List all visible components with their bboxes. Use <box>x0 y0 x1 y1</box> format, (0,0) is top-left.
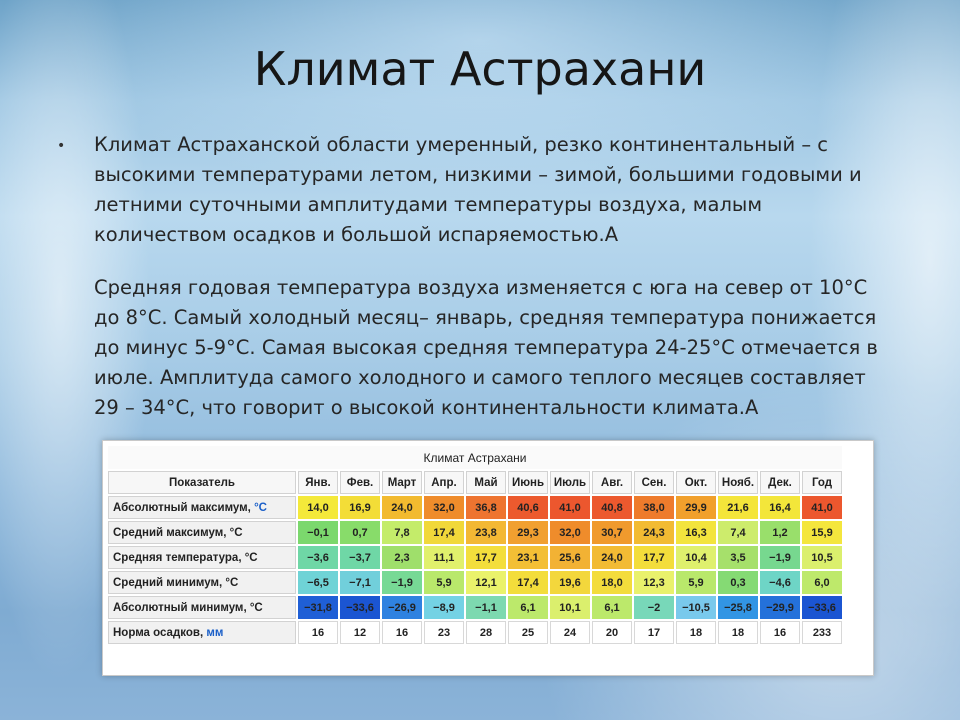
row-label-text: Средний минимум, °C <box>113 576 239 589</box>
table-cell: −1,9 <box>760 546 800 569</box>
table-cell: 20 <box>592 621 632 644</box>
table-cell: 0,3 <box>718 571 758 594</box>
row-label-text: Абсолютный максимум, <box>113 501 255 514</box>
table-cell: −2 <box>634 596 674 619</box>
table-row <box>108 521 842 544</box>
table-cell: 12,3 <box>634 571 674 594</box>
row-label <box>108 621 296 644</box>
table-cell: 1,2 <box>760 521 800 544</box>
table-cell: 17,7 <box>466 546 506 569</box>
table-cell: 40,8 <box>592 496 632 519</box>
row-label-text: Норма осадков, <box>113 626 207 639</box>
table-cell: 7,8 <box>382 521 422 544</box>
row-label-text: Средний максимум, °C <box>113 526 243 539</box>
slide-title: Климат Астрахани <box>253 42 707 96</box>
table-cell: 18 <box>676 621 716 644</box>
column-header: Нояб. <box>718 471 758 494</box>
table-cell: 7,4 <box>718 521 758 544</box>
column-header: Июль <box>550 471 590 494</box>
bullet-point: • <box>57 138 66 154</box>
table-cell: 16 <box>382 621 422 644</box>
table-cell: 23,8 <box>466 521 506 544</box>
table-cell: 23 <box>424 621 464 644</box>
table-cell: 10,1 <box>550 596 590 619</box>
row-label <box>108 546 296 569</box>
table-cell: 40,6 <box>508 496 548 519</box>
row-label <box>108 571 296 594</box>
row-label-text: Абсолютный минимум, °C <box>113 601 263 614</box>
table-cell: 32,0 <box>424 496 464 519</box>
table-cell: 5,9 <box>424 571 464 594</box>
table-cell: 10,5 <box>802 546 842 569</box>
table-cell: 17 <box>634 621 674 644</box>
row-label <box>108 521 296 544</box>
table-cell: 0,7 <box>340 521 380 544</box>
table-cell: −10,5 <box>676 596 716 619</box>
table-cell: −31,8 <box>298 596 338 619</box>
table-cell: 12,1 <box>466 571 506 594</box>
table-cell: −7,1 <box>340 571 380 594</box>
table-cell: −33,6 <box>802 596 842 619</box>
row-unit: мм <box>206 626 224 639</box>
table-cell: 23,1 <box>508 546 548 569</box>
paragraph-temperature-description: Средняя годовая температура воздуха изменяется с юга на север от 10°С до 8°С. Самый холодный месяц– январь, средняя температура понижается до минус 5-9°С. Самая высокая средняя температура 24-25°С отмечается в июле. Амплитуда самого холодного и самого теплого месяцев составляет 29 – 34°С, что говорит о высокой континентальности климата.А <box>94 276 878 419</box>
table-cell: 233 <box>802 621 842 644</box>
table-header-row <box>108 471 842 494</box>
table-cell: 6,0 <box>802 571 842 594</box>
table-cell: −25,8 <box>718 596 758 619</box>
table-cell: 25 <box>508 621 548 644</box>
table-cell: 17,4 <box>424 521 464 544</box>
table-cell: −8,9 <box>424 596 464 619</box>
table-row <box>108 571 842 594</box>
table-cell: −29,9 <box>760 596 800 619</box>
table-cell: 24 <box>550 621 590 644</box>
climate-table <box>106 444 844 646</box>
column-header: Окт. <box>676 471 716 494</box>
table-row <box>108 496 842 519</box>
table-cell: 10,4 <box>676 546 716 569</box>
table-cell: 24,0 <box>592 546 632 569</box>
column-header: Янв. <box>298 471 338 494</box>
table-cell: 24,3 <box>634 521 674 544</box>
table-cell: 5,9 <box>676 571 716 594</box>
row-unit: °C <box>254 501 267 514</box>
table-cell: 6,1 <box>592 596 632 619</box>
climate-table-image <box>102 440 874 676</box>
table-cell: 32,0 <box>550 521 590 544</box>
table-cell: −1,9 <box>382 571 422 594</box>
table-cell: 38,0 <box>634 496 674 519</box>
column-header: Год <box>802 471 842 494</box>
table-cell: 11,1 <box>424 546 464 569</box>
column-header: Май <box>466 471 506 494</box>
table-cell: 24,0 <box>382 496 422 519</box>
table-cell: −0,1 <box>298 521 338 544</box>
table-cell: 14,0 <box>298 496 338 519</box>
row-label-text: Средняя температура, °C <box>113 551 258 564</box>
table-cell: 19,6 <box>550 571 590 594</box>
table-row <box>108 596 842 619</box>
table-row <box>108 546 842 569</box>
column-header: Июнь <box>508 471 548 494</box>
table-cell: 41,0 <box>550 496 590 519</box>
table-cell: 16,4 <box>760 496 800 519</box>
table-cell: 21,6 <box>718 496 758 519</box>
table-cell: 16,9 <box>340 496 380 519</box>
table-cell: 6,1 <box>508 596 548 619</box>
column-header: Сен. <box>634 471 674 494</box>
table-cell: −6,5 <box>298 571 338 594</box>
table-cell: −33,6 <box>340 596 380 619</box>
column-header: Авг. <box>592 471 632 494</box>
table-cell: 2,3 <box>382 546 422 569</box>
table-row-precipitation <box>108 621 842 644</box>
table-cell: 18 <box>718 621 758 644</box>
table-cell: 28 <box>466 621 506 644</box>
table-cell: −4,6 <box>760 571 800 594</box>
table-cell: 18,0 <box>592 571 632 594</box>
table-cell: 41,0 <box>802 496 842 519</box>
column-header: Дек. <box>760 471 800 494</box>
table-cell: 29,3 <box>508 521 548 544</box>
column-header: Фев. <box>340 471 380 494</box>
row-label <box>108 496 296 519</box>
table-cell: −3,6 <box>298 546 338 569</box>
table-cell: 16 <box>298 621 338 644</box>
table-cell: −3,7 <box>340 546 380 569</box>
table-cell: 12 <box>340 621 380 644</box>
table-cell: 36,8 <box>466 496 506 519</box>
row-label <box>108 596 296 619</box>
table-cell: 3,5 <box>718 546 758 569</box>
column-header: Апр. <box>424 471 464 494</box>
table-cell: 30,7 <box>592 521 632 544</box>
table-cell: 16 <box>760 621 800 644</box>
table-cell: 17,7 <box>634 546 674 569</box>
table-cell: 17,4 <box>508 571 548 594</box>
column-header-indicator: Показатель <box>108 471 296 494</box>
table-cell: 25,6 <box>550 546 590 569</box>
table-cell: −26,9 <box>382 596 422 619</box>
table-caption: Климат Астрахани <box>108 446 842 469</box>
body-text <box>94 130 894 446</box>
table-cell: −1,1 <box>466 596 506 619</box>
table-cell: 15,9 <box>802 521 842 544</box>
column-header: Март <box>382 471 422 494</box>
table-cell: 29,9 <box>676 496 716 519</box>
table-cell: 16,3 <box>676 521 716 544</box>
paragraph-climate-description: Климат Астраханской области умеренный, резко континентальный – с высокими температурами летом, низкими – зимой, большими годовыми и летними суточными амплитудами температуры воздуха, малым количеством осадков и большой испаряемостью.А <box>94 133 862 246</box>
